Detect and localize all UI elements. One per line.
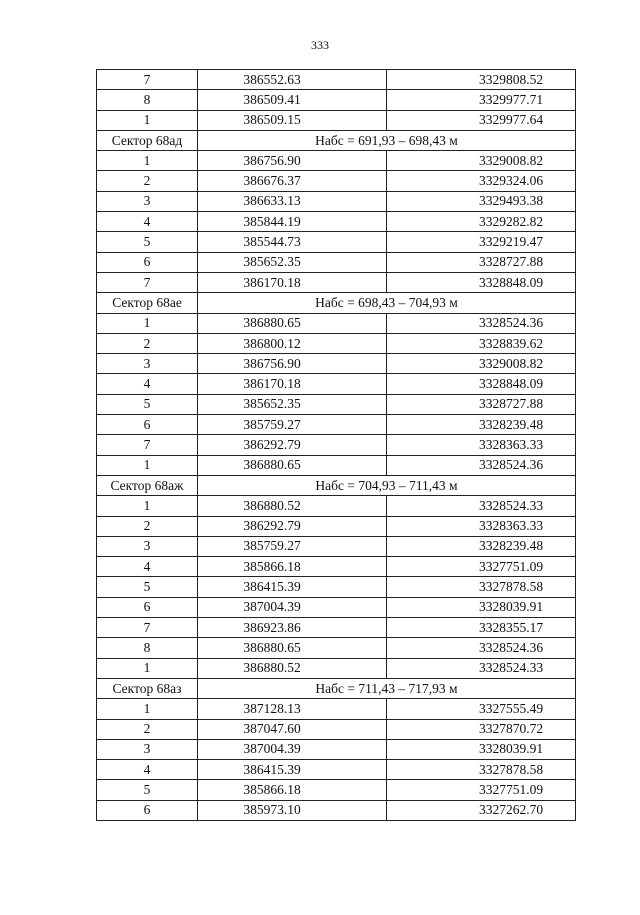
y-coordinate-cell: 3329008.82 — [387, 151, 576, 171]
sector-header-row — [97, 130, 576, 150]
y-coordinate-cell: 3329977.64 — [387, 110, 576, 130]
x-coordinate-cell: 387047.60 — [198, 719, 387, 739]
y-coordinate-cell: 3327262.70 — [387, 800, 576, 820]
page-number: 333 — [311, 38, 329, 52]
sector-name: Сектор 68аж — [97, 475, 198, 495]
x-coordinate-cell: 386756.90 — [198, 151, 387, 171]
point-number-cell: 6 — [97, 252, 198, 272]
y-coordinate-cell: 3328363.33 — [387, 516, 576, 536]
point-number-cell: 4 — [97, 760, 198, 780]
y-coordinate-cell: 3328848.09 — [387, 374, 576, 394]
x-coordinate-cell: 385544.73 — [198, 232, 387, 252]
point-number-cell: 1 — [97, 699, 198, 719]
y-coordinate-cell: 3328524.36 — [387, 313, 576, 333]
point-number-cell: 2 — [97, 719, 198, 739]
point-number-cell: 5 — [97, 394, 198, 414]
x-coordinate-cell: 386509.41 — [198, 90, 387, 110]
x-coordinate-cell: 386292.79 — [198, 516, 387, 536]
x-coordinate-cell: 387004.39 — [198, 739, 387, 759]
continuation-row — [97, 110, 576, 130]
x-coordinate-cell: 386415.39 — [198, 760, 387, 780]
x-coordinate-cell: 386170.18 — [198, 272, 387, 292]
continuation-row — [97, 90, 576, 110]
y-coordinate-cell: 3328524.36 — [387, 455, 576, 475]
x-coordinate-cell: 385652.35 — [198, 252, 387, 272]
table-row — [97, 191, 576, 211]
table-row — [97, 415, 576, 435]
point-number-cell: 2 — [97, 171, 198, 191]
point-number-cell: 7 — [97, 272, 198, 292]
table-row — [97, 333, 576, 353]
x-coordinate-cell: 385866.18 — [198, 557, 387, 577]
table-row — [97, 739, 576, 759]
table-row — [97, 374, 576, 394]
sector-header-row — [97, 678, 576, 698]
x-coordinate-cell: 386880.65 — [198, 313, 387, 333]
table-row — [97, 719, 576, 739]
x-coordinate-cell: 386880.65 — [198, 638, 387, 658]
y-coordinate-cell: 3327555.49 — [387, 699, 576, 719]
y-coordinate-cell: 3328848.09 — [387, 272, 576, 292]
y-coordinate-cell: 3329493.38 — [387, 191, 576, 211]
y-coordinate-cell: 3327751.09 — [387, 557, 576, 577]
x-coordinate-cell: 386880.65 — [198, 455, 387, 475]
sector-header-row — [97, 293, 576, 313]
x-coordinate-cell: 386170.18 — [198, 374, 387, 394]
sector-elevation-range: Набс = 698,43 – 704,93 м — [198, 293, 576, 313]
x-coordinate-cell: 387128.13 — [198, 699, 387, 719]
y-coordinate-cell: 3329282.82 — [387, 212, 576, 232]
table-row — [97, 272, 576, 292]
table-row — [97, 394, 576, 414]
x-coordinate-cell: 386756.90 — [198, 354, 387, 374]
sector-name: Сектор 68ае — [97, 293, 198, 313]
y-coordinate-cell: 3328239.48 — [387, 415, 576, 435]
table-row — [97, 780, 576, 800]
table-row — [97, 232, 576, 252]
point-number-cell: 1 — [97, 151, 198, 171]
y-coordinate-cell: 3329808.52 — [387, 70, 576, 90]
x-coordinate-cell: 385866.18 — [198, 780, 387, 800]
x-coordinate-cell: 386923.86 — [198, 618, 387, 638]
y-coordinate-cell: 3329008.82 — [387, 354, 576, 374]
point-number-cell: 1 — [97, 110, 198, 130]
table-row — [97, 354, 576, 374]
x-coordinate-cell: 386633.13 — [198, 191, 387, 211]
table-row — [97, 252, 576, 272]
table-row — [97, 313, 576, 333]
y-coordinate-cell: 3328039.91 — [387, 597, 576, 617]
coordinates-table — [96, 69, 576, 821]
point-number-cell: 8 — [97, 638, 198, 658]
point-number-cell: 7 — [97, 435, 198, 455]
point-number-cell: 4 — [97, 557, 198, 577]
point-number-cell: 7 — [97, 618, 198, 638]
coordinates-table-body — [97, 70, 576, 821]
table-row — [97, 435, 576, 455]
y-coordinate-cell: 3328524.36 — [387, 638, 576, 658]
y-coordinate-cell: 3328524.33 — [387, 496, 576, 516]
point-number-cell: 6 — [97, 597, 198, 617]
point-number-cell: 3 — [97, 354, 198, 374]
x-coordinate-cell: 386415.39 — [198, 577, 387, 597]
sector-elevation-range: Набс = 704,93 – 711,43 м — [198, 475, 576, 495]
table-row — [97, 212, 576, 232]
point-number-cell: 7 — [97, 70, 198, 90]
table-row — [97, 658, 576, 678]
point-number-cell: 6 — [97, 800, 198, 820]
y-coordinate-cell: 3328039.91 — [387, 739, 576, 759]
table-row — [97, 536, 576, 556]
y-coordinate-cell: 3327878.58 — [387, 760, 576, 780]
sector-name: Сектор 68ад — [97, 130, 198, 150]
y-coordinate-cell: 3329219.47 — [387, 232, 576, 252]
y-coordinate-cell: 3328363.33 — [387, 435, 576, 455]
sector-header-row — [97, 475, 576, 495]
y-coordinate-cell: 3328727.88 — [387, 252, 576, 272]
point-number-cell: 3 — [97, 191, 198, 211]
point-number-cell: 2 — [97, 516, 198, 536]
sector-elevation-range: Набс = 691,93 – 698,43 м — [198, 130, 576, 150]
table-row — [97, 455, 576, 475]
x-coordinate-cell: 387004.39 — [198, 597, 387, 617]
table-row — [97, 800, 576, 820]
point-number-cell: 2 — [97, 333, 198, 353]
point-number-cell: 4 — [97, 374, 198, 394]
x-coordinate-cell: 386509.15 — [198, 110, 387, 130]
x-coordinate-cell: 385973.10 — [198, 800, 387, 820]
table-row — [97, 699, 576, 719]
y-coordinate-cell: 3328239.48 — [387, 536, 576, 556]
table-row — [97, 597, 576, 617]
sector-elevation-range: Набс = 711,43 – 717,93 м — [198, 678, 576, 698]
y-coordinate-cell: 3328355.17 — [387, 618, 576, 638]
y-coordinate-cell: 3328524.33 — [387, 658, 576, 678]
continuation-row — [97, 70, 576, 90]
table-row — [97, 171, 576, 191]
point-number-cell: 3 — [97, 739, 198, 759]
table-row — [97, 557, 576, 577]
x-coordinate-cell: 385844.19 — [198, 212, 387, 232]
x-coordinate-cell: 386880.52 — [198, 658, 387, 678]
y-coordinate-cell: 3327878.58 — [387, 577, 576, 597]
point-number-cell: 1 — [97, 313, 198, 333]
y-coordinate-cell: 3329324.06 — [387, 171, 576, 191]
x-coordinate-cell: 386676.37 — [198, 171, 387, 191]
table-row — [97, 638, 576, 658]
y-coordinate-cell: 3329977.71 — [387, 90, 576, 110]
y-coordinate-cell: 3327870.72 — [387, 719, 576, 739]
table-row — [97, 516, 576, 536]
point-number-cell: 1 — [97, 455, 198, 475]
point-number-cell: 8 — [97, 90, 198, 110]
table-row — [97, 577, 576, 597]
x-coordinate-cell: 386552.63 — [198, 70, 387, 90]
x-coordinate-cell: 386880.52 — [198, 496, 387, 516]
point-number-cell: 1 — [97, 496, 198, 516]
point-number-cell: 5 — [97, 232, 198, 252]
y-coordinate-cell: 3328839.62 — [387, 333, 576, 353]
x-coordinate-cell: 385759.27 — [198, 536, 387, 556]
point-number-cell: 1 — [97, 658, 198, 678]
point-number-cell: 3 — [97, 536, 198, 556]
x-coordinate-cell: 385652.35 — [198, 394, 387, 414]
table-row — [97, 496, 576, 516]
table-row — [97, 618, 576, 638]
x-coordinate-cell: 385759.27 — [198, 415, 387, 435]
point-number-cell: 5 — [97, 577, 198, 597]
point-number-cell: 5 — [97, 780, 198, 800]
point-number-cell: 4 — [97, 212, 198, 232]
point-number-cell: 6 — [97, 415, 198, 435]
table-row — [97, 151, 576, 171]
sector-name: Сектор 68аз — [97, 678, 198, 698]
x-coordinate-cell: 386292.79 — [198, 435, 387, 455]
y-coordinate-cell: 3327751.09 — [387, 780, 576, 800]
table-row — [97, 760, 576, 780]
x-coordinate-cell: 386800.12 — [198, 333, 387, 353]
y-coordinate-cell: 3328727.88 — [387, 394, 576, 414]
